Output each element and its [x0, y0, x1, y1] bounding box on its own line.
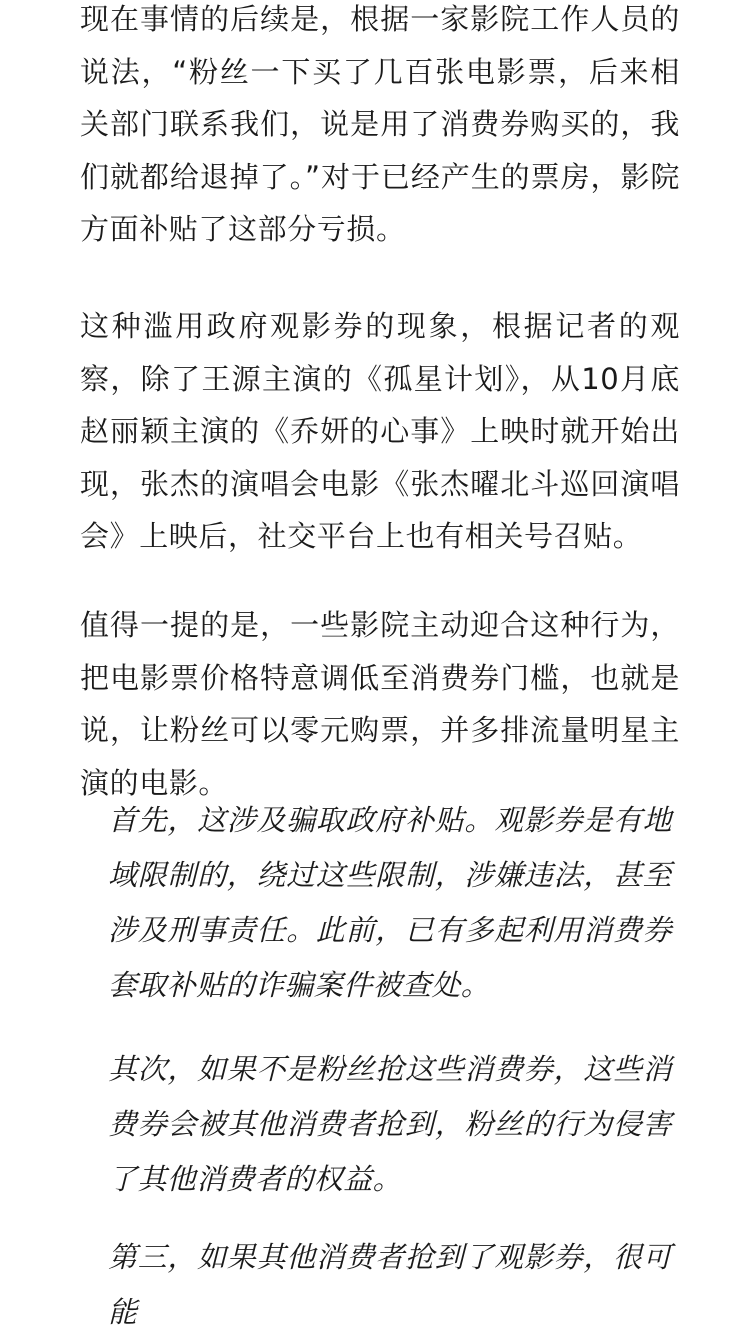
- article-paragraph: 这种滥用政府观影券的现象，根据记者的观察，除了王源主演的《孤星计划》，从10月底赵丽颖主演的《乔妍的心事》上映时就开始出现，张杰的演唱会电影《张杰曜北斗巡回演唱会》上映后，社交平台上也有相关号召贴。: [80, 309, 680, 553]
- article-quote: 首先，这涉及骗取政府补贴。观影券是有地域限制的，绕过这些限制，涉嫌违法，甚至涉及刑事责任。此前，已有多起利用消费券套取补贴的诈骗案件被查处。: [108, 803, 672, 1002]
- article-quote: 其次，如果不是粉丝抢这些消费券，这些消费券会被其他消费者抢到，粉丝的行为侵害了其他消费者的权益。: [108, 1052, 672, 1196]
- article-paragraph: 现在事情的后续是，根据一家影院工作人员的说法，“粉丝一下买了几百张电影票，后来相关部门联系我们，说是用了消费券购买的，我们就都给退掉了。”对于已经产生的票房，影院方面补贴了这部分亏损。: [80, 2, 680, 246]
- article-quote: 第三，如果其他消费者抢到了观影券，很可能: [108, 1240, 672, 1329]
- article-paragraph: 值得一提的是，一些影院主动迎合这种行为，把电影票价格特意调低至消费券门槛，也就是说，让粉丝可以零元购票，并多排流量明星主演的电影。: [80, 608, 680, 800]
